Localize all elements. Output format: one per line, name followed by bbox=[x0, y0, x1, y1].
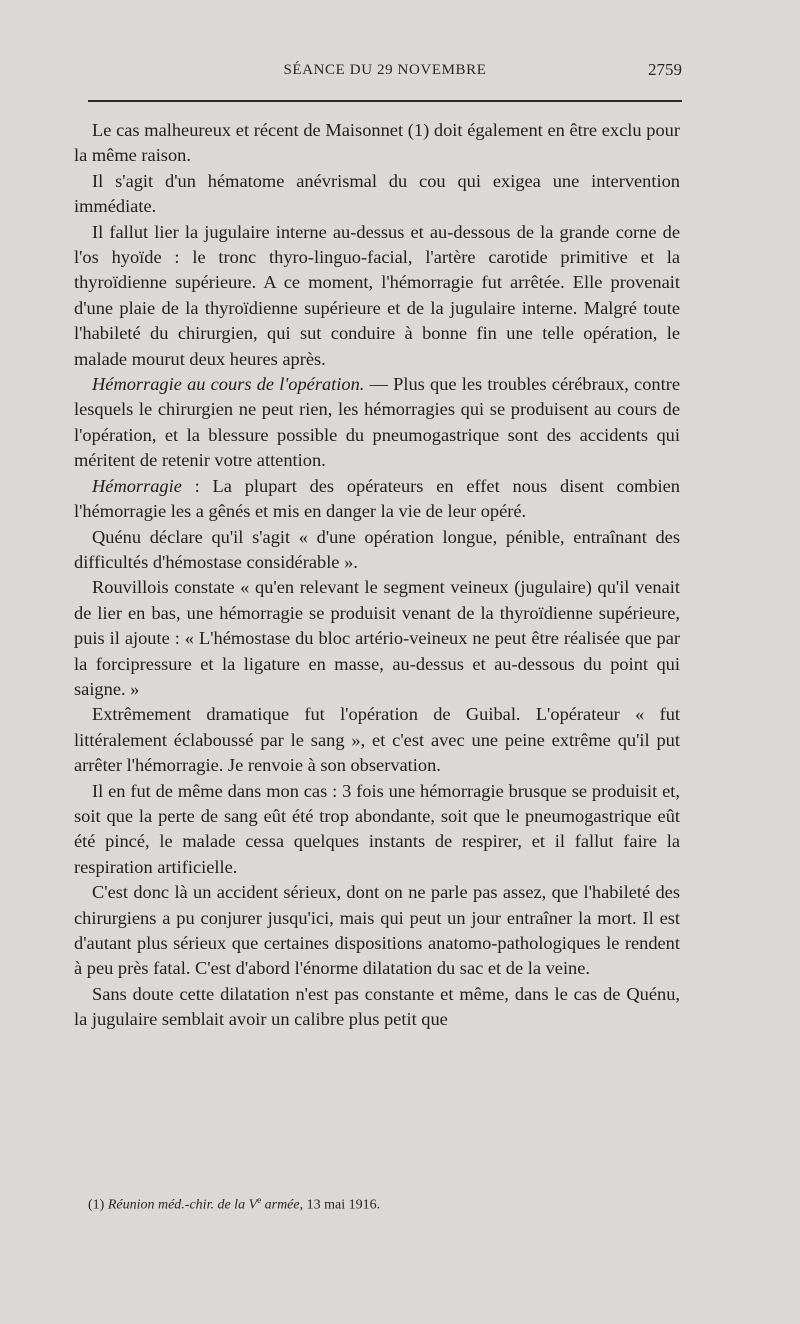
section-heading-italic: Hémorragie au cours de l'opération. bbox=[92, 374, 365, 395]
paragraph-text: Il en fut de même dans mon cas : 3 fois une hémorragie brusque se produisit et, soit que la perte de sang eût été trop abondante, soit que le pneumogastrique eût été pincé, le malade cessa quelques instants de respirer, et il fallut faire la respiration artificielle. bbox=[74, 780, 680, 877]
paragraph bbox=[74, 982, 680, 1033]
paragraph bbox=[74, 880, 680, 982]
paragraph-text: Extrêmement dramatique fut l'opération de Guibal. L'opérateur « fut littéralement éclaboussé par le sang », et c'est avec une peine extrême qu'il put arrêter l'hémorragie. Je renvoie à son observation. bbox=[74, 704, 680, 776]
paragraph-text: Il s'agit d'un hématome anévrismal du cou qui exigea une intervention immédiate. bbox=[74, 170, 680, 217]
header-rule bbox=[88, 100, 682, 102]
paragraph bbox=[74, 779, 680, 881]
page-number: 2759 bbox=[648, 60, 682, 79]
paragraph bbox=[74, 474, 680, 525]
paragraph bbox=[74, 169, 680, 220]
paragraph-text: Il fallut lier la jugulaire interne au-dessus et au-dessous de la grande corne de l'os hyoïde : le tronc thyro-linguo-facial, l'artère carotide primitive et la thyroïdienne supérieure. A ce moment, l'hémorragie fut arrêtée. Elle provenait d'une plaie de la thyroïdienne supérieure et de la jugulaire interne. Malgré toute l'habileté du chirurgien, qui sut conduire à bonne fin une telle opération, le malade mourut deux heures après. bbox=[74, 221, 680, 369]
paragraph bbox=[74, 220, 680, 372]
paragraph bbox=[74, 118, 680, 169]
footnote-marker: (1) bbox=[88, 1197, 105, 1213]
section-heading-italic: Hémorragie bbox=[92, 475, 182, 496]
footnote-superscript: e bbox=[257, 1195, 262, 1205]
footnote-source-rest: armée, bbox=[261, 1197, 304, 1213]
paragraph bbox=[74, 372, 680, 474]
paragraph-text: C'est donc là un accident sérieux, dont on ne parle pas assez, que l'habileté des chirurgiens a pu conjurer jusqu'ici, mais qui peut un jour entraîner la mort. Il est d'autant plus sérieux que certaines dispositions anatomo-pathologiques le rendent à peu près fatal. C'est d'abord l'énorme dilatation du sac et de la veine. bbox=[74, 882, 680, 979]
paragraph bbox=[74, 702, 680, 778]
footnote-source: Réunion méd.-chir. de la V bbox=[107, 1197, 258, 1213]
paragraph-text: Le cas malheureux et récent de Maisonnet (1) doit également en être exclu pour la même raison. bbox=[74, 120, 680, 166]
footnote-date: 13 mai 1916. bbox=[303, 1197, 381, 1213]
footnote bbox=[88, 1195, 688, 1214]
running-title: SÉANCE DU 29 NOVEMBRE bbox=[283, 62, 487, 78]
paragraph-text: Quénu déclare qu'il s'agit « d'une opération longue, pénible, entraînant des difficultés d'hémostase considérable ». bbox=[74, 526, 680, 572]
paragraph-text: — Plus que les troubles cérébraux, contre lesquels le chirurgien ne peut rien, les hémorragies qui se produisent au cours de l'opération, et la blessure possible du pneumogastrique sont des accidents qui méritent de retenir votre attention. bbox=[74, 374, 680, 471]
paragraph bbox=[74, 575, 680, 702]
paragraph-text: Sans doute cette dilatation n'est pas constante et même, dans le cas de Quénu, la jugulaire semblait avoir un calibre plus petit que bbox=[74, 983, 680, 1030]
page-header bbox=[88, 62, 682, 88]
paragraph-text: Rouvillois constate « qu'en relevant le segment veineux (jugulaire) qu'il venait de lier en bas, une hémorragie se produisit venant de la thyroïdienne supérieure, puis il ajoute : « L'hémostase du bloc artério-veineux ne peut être réalisée que par la forcipressure et la ligature en masse, au-dessus et au-dessous du point qui saigne. » bbox=[74, 577, 680, 699]
paragraph-text: : La plupart des opérateurs en effet nous disent combien l'hémorragie les a gênés et mis en danger la vie de leur opéré. bbox=[74, 475, 680, 522]
body-text bbox=[74, 118, 680, 1033]
paragraph bbox=[74, 525, 680, 576]
